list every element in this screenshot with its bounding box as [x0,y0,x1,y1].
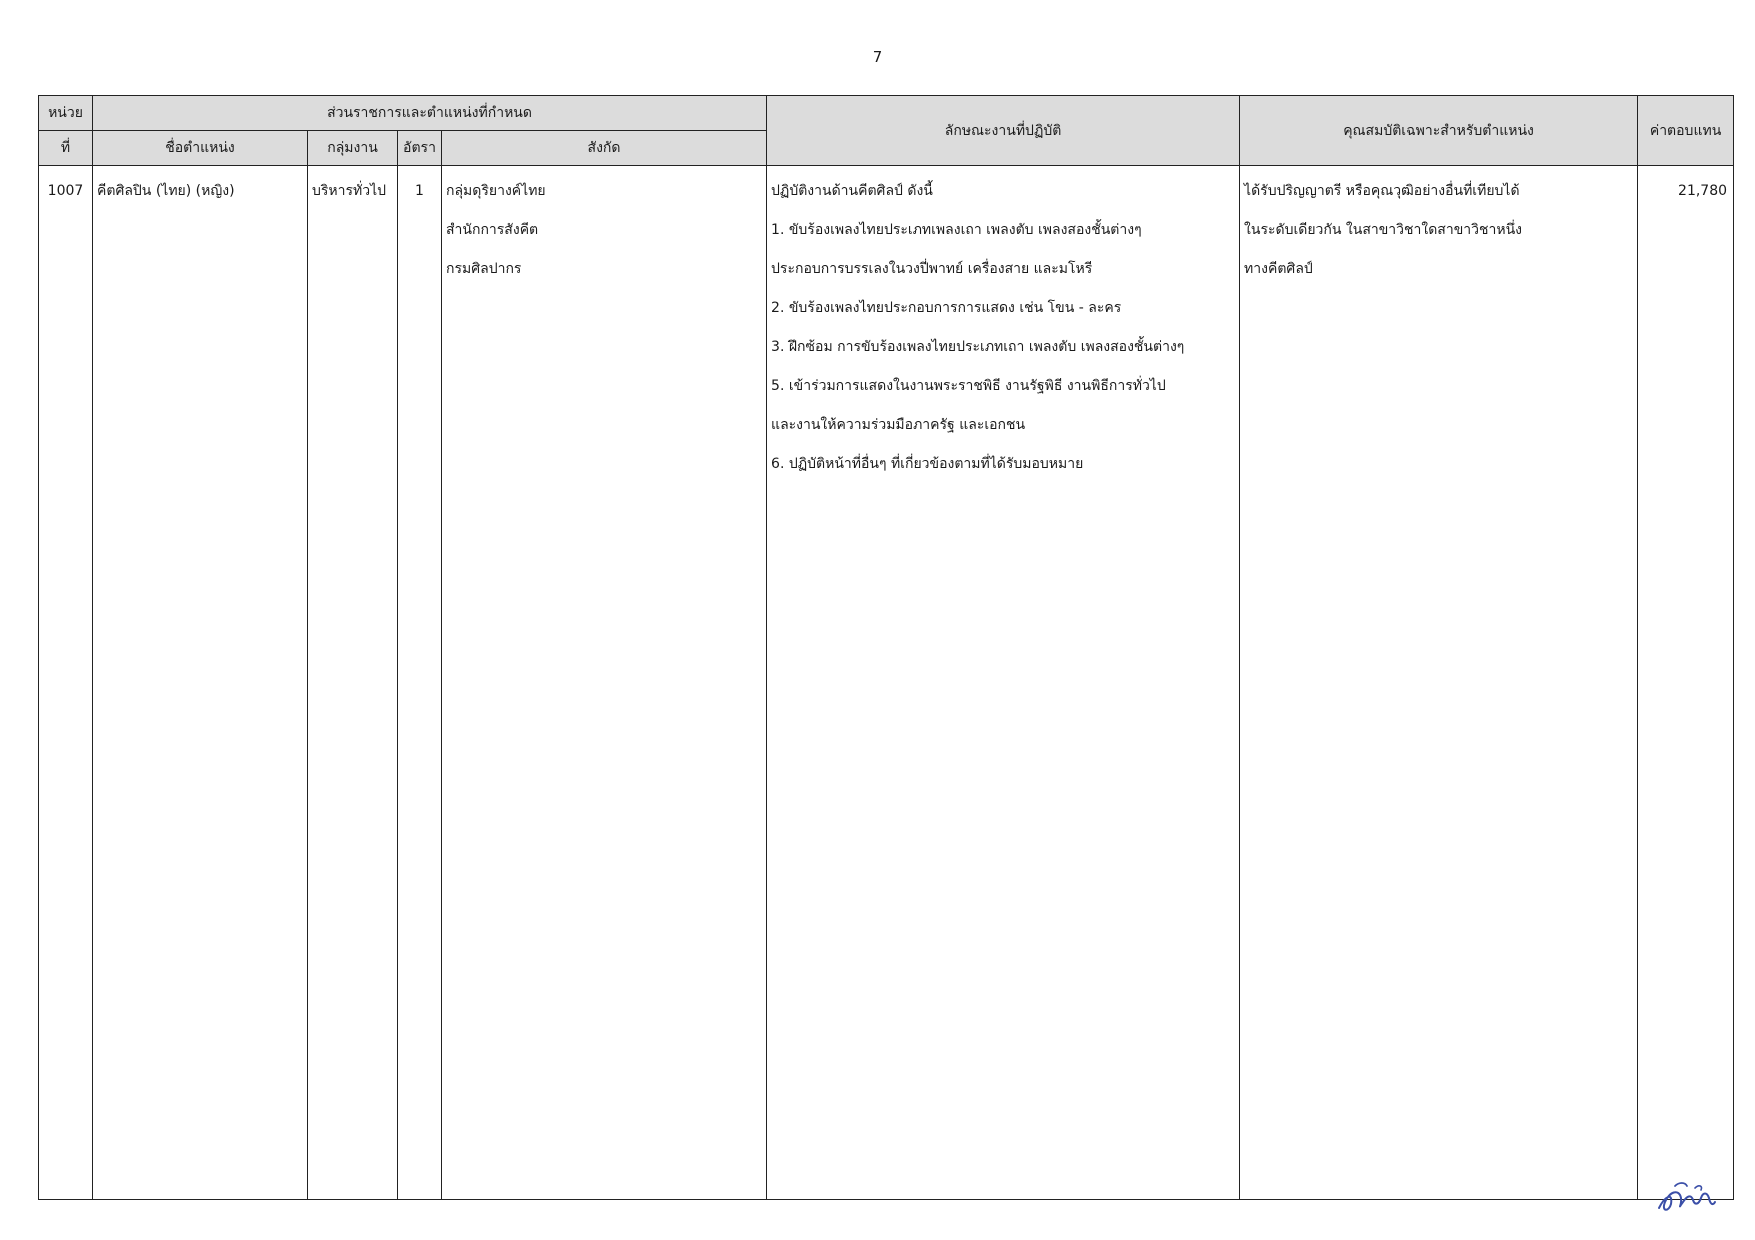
cell-affiliation [442,166,767,1200]
duty-line: ประกอบการบรรเลงในวงปี่พาทย์ เครื่องสาย และมโหรี [771,261,1093,277]
header-rate: อัตรา [398,131,442,166]
duty-line: และงานให้ความร่วมมือภาครัฐ และเอกชน [771,417,1026,433]
qualification-line: ในระดับเดียวกัน ในสาขาวิชาใดสาขาวิชาหนึ่ง [1244,222,1523,238]
positions-table [38,95,1734,1200]
header-position-name: ชื่อตำแหน่ง [93,131,308,166]
table-row [39,166,1734,1200]
duty-line: 3. ฝึกซ้อม การขับร้องเพลงไทยประเภทเถา เพลงตับ เพลงสองชั้นต่างๆ [771,339,1185,355]
cell-duties [767,166,1240,1200]
cell-work-group: บริหารทั่วไป [308,166,398,1200]
affiliation-line: กลุ่มดุริยางค์ไทย [446,183,546,199]
duty-line: 5. เข้าร่วมการแสดงในงานพระราชพิธี งานรัฐพิธี งานพิธีการทั่วไป [771,378,1166,394]
header-group: ส่วนราชการและตำแหน่งที่กำหนด [93,96,767,131]
qualification-line: ทางคีตศิลป์ [1244,261,1313,277]
cell-qualifications [1240,166,1638,1200]
duty-line: 6. ปฏิบัติหน้าที่อื่นๆ ที่เกี่ยวข้องตามที่ได้รับมอบหมาย [771,456,1084,472]
header-affiliation: สังกัด [442,131,767,166]
cell-rate: 1 [398,166,442,1200]
header-work-group: กลุ่มงาน [308,131,398,166]
header-duties: ลักษณะงานที่ปฏิบัติ [767,96,1240,166]
duty-line: 2. ขับร้องเพลงไทยประกอบการการแสดง เช่น โขน - ละคร [771,300,1122,316]
header-unit-line1: หน่วย [39,96,93,131]
header-qualifications: คุณสมบัติเฉพาะสำหรับตำแหน่ง [1240,96,1638,166]
affiliation-line: กรมศิลปากร [446,261,522,277]
cell-position: คีตศิลปิน (ไทย) (หญิง) [93,166,308,1200]
duty-line: 1. ขับร้องเพลงไทยประเภทเพลงเถา เพลงตับ เพลงสองชั้นต่างๆ [771,222,1142,238]
header-compensation: ค่าตอบแทน [1638,96,1734,166]
affiliation-line: สำนักการสังคีต [446,222,539,238]
handwritten-initials-icon [1655,1178,1717,1218]
page-number: 7 [872,48,883,66]
duty-line: ปฏิบัติงานด้านคีตศิลป์ ดังนี้ [771,183,933,199]
header-unit-line2: ที่ [39,131,93,166]
qualification-line: ได้รับปริญญาตรี หรือคุณวุฒิอย่างอื่นที่เทียบได้ [1244,183,1520,199]
cell-compensation: 21,780 [1638,166,1734,1200]
cell-unit-no: 1007 [39,166,93,1200]
